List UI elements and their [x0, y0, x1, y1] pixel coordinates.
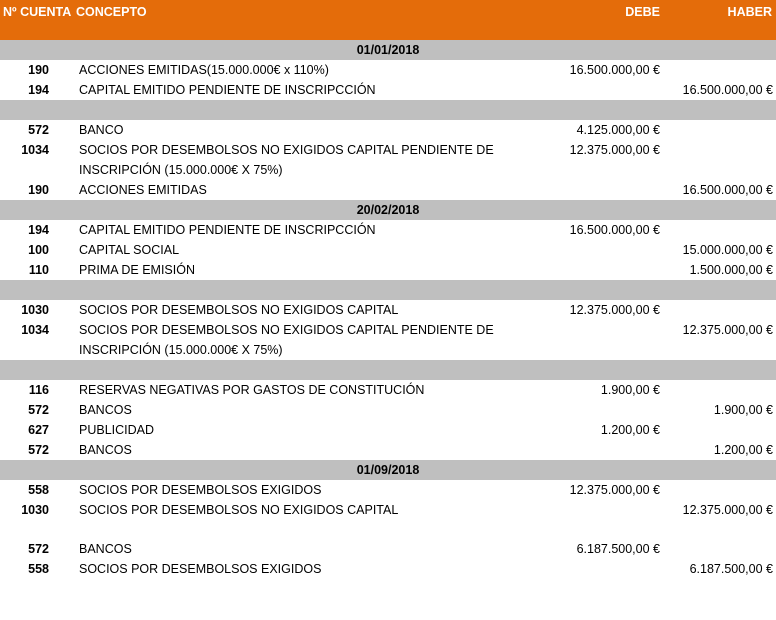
account-number: 558: [28, 562, 49, 576]
table-row: [0, 480, 776, 500]
account-number: 100: [28, 243, 49, 257]
haber-amount: 1.200,00 €: [713, 443, 773, 457]
table-header: [0, 0, 776, 40]
concept-text: SOCIOS POR DESEMBOLSOS NO EXIGIDOS CAPITAL: [79, 503, 399, 517]
account-number: 572: [28, 542, 49, 556]
account-number: 1030: [21, 303, 49, 317]
table-row: [0, 300, 776, 320]
concept-text: ACCIONES EMITIDAS(15.000.000€ x 110%): [79, 63, 329, 77]
haber-amount: 12.375.000,00 €: [682, 503, 773, 517]
table-row: [0, 240, 776, 260]
haber-amount: 12.375.000,00 €: [682, 323, 773, 337]
table-row: [0, 400, 776, 420]
concept-text: BANCOS: [79, 542, 132, 556]
concept-text: SOCIOS POR DESEMBOLSOS NO EXIGIDOS CAPITAL: [79, 303, 399, 317]
concept-text: PRIMA DE EMISIÓN: [79, 263, 195, 277]
table-row: [0, 220, 776, 240]
entry-date: 01/09/2018: [356, 463, 420, 477]
account-number: 116: [28, 383, 49, 397]
account-number: 1034: [21, 323, 49, 337]
concept-text: PUBLICIDAD: [79, 423, 155, 437]
table-row: [0, 260, 776, 280]
account-number: 194: [28, 83, 49, 97]
table-row: [0, 140, 776, 180]
account-number: 1030: [21, 503, 49, 517]
account-number: 558: [28, 483, 49, 497]
debe-amount: 1.200,00 €: [600, 423, 660, 437]
date-band: [0, 280, 776, 300]
account-number: 190: [28, 183, 49, 197]
header-debe: DEBE: [625, 5, 660, 19]
haber-amount: 16.500.000,00 €: [682, 183, 773, 197]
table-row: [0, 500, 776, 520]
debe-amount: 16.500.000,00 €: [569, 63, 660, 77]
table-row: [0, 180, 776, 200]
entry-date: 01/01/2018: [356, 43, 420, 57]
concept-text: CAPITAL SOCIAL: [79, 243, 180, 257]
table-row: [0, 420, 776, 440]
account-number: 627: [28, 423, 49, 437]
debe-amount: 4.125.000,00 €: [576, 123, 660, 137]
haber-amount: 1.500.000,00 €: [689, 263, 773, 277]
concept-text: RESERVAS NEGATIVAS POR GASTOS DE CONSTITUCIÓN: [79, 383, 425, 397]
debe-amount: 16.500.000,00 €: [569, 223, 660, 237]
account-number: 194: [28, 223, 49, 237]
table-row: [0, 559, 776, 579]
account-number: 572: [28, 123, 49, 137]
concept-text: BANCOS: [79, 403, 132, 417]
table-row: [0, 539, 776, 559]
concept-text: SOCIOS POR DESEMBOLSOS NO EXIGIDOS CAPITAL PENDIENTE DE INSCRIPCIÓN (15.000.000€ X 75%): [79, 323, 494, 357]
date-band: [0, 200, 776, 220]
account-number: 190: [28, 63, 49, 77]
concept-text: ACCIONES EMITIDAS: [79, 183, 207, 197]
header-cuenta: Nº CUENTA: [3, 5, 72, 19]
debe-amount: 12.375.000,00 €: [569, 303, 660, 317]
table-row: [0, 60, 776, 80]
account-number: 572: [28, 403, 49, 417]
ledger-rows: [0, 40, 776, 579]
table-row: [0, 80, 776, 100]
spacer-row: [0, 520, 776, 539]
concept-text: BANCO: [79, 123, 124, 137]
account-number: 1034: [21, 143, 49, 157]
date-band: [0, 360, 776, 380]
table-row: [0, 320, 776, 360]
haber-amount: 15.000.000,00 €: [682, 243, 773, 257]
haber-amount: 16.500.000,00 €: [682, 83, 773, 97]
account-number: 572: [28, 443, 49, 457]
debe-amount: 12.375.000,00 €: [569, 483, 660, 497]
table-row: [0, 120, 776, 140]
table-row: [0, 380, 776, 400]
concept-text: BANCOS: [79, 443, 132, 457]
entry-date: 20/02/2018: [356, 203, 420, 217]
debe-amount: 6.187.500,00 €: [576, 542, 660, 556]
account-number: 110: [28, 263, 49, 277]
haber-amount: 1.900,00 €: [713, 403, 773, 417]
concept-text: SOCIOS POR DESEMBOLSOS NO EXIGIDOS CAPITAL PENDIENTE DE INSCRIPCIÓN (15.000.000€ X 75%): [79, 143, 494, 177]
table-row: [0, 440, 776, 460]
concept-text: CAPITAL EMITIDO PENDIENTE DE INSCRIPCCIÓN: [79, 83, 376, 97]
haber-amount: 6.187.500,00 €: [689, 562, 773, 576]
debe-amount: 12.375.000,00 €: [569, 143, 660, 157]
concept-text: SOCIOS POR DESEMBOLSOS EXIGIDOS: [79, 562, 322, 576]
date-band: [0, 100, 776, 120]
date-band: [0, 40, 776, 60]
header-concepto: CONCEPTO: [76, 5, 147, 19]
debe-amount: 1.900,00 €: [600, 383, 660, 397]
header-haber: HABER: [727, 5, 772, 19]
concept-text: CAPITAL EMITIDO PENDIENTE DE INSCRIPCCIÓN: [79, 223, 376, 237]
concept-text: SOCIOS POR DESEMBOLSOS EXIGIDOS: [79, 483, 322, 497]
date-band: [0, 460, 776, 480]
